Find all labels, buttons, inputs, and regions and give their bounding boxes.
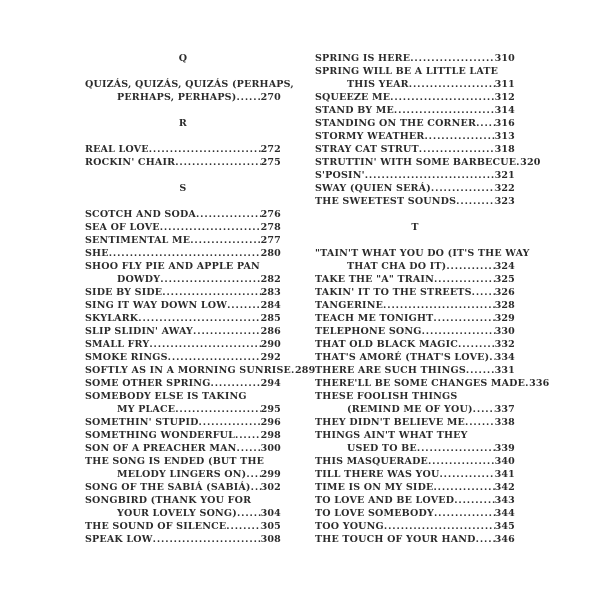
song-title: THE TOUCH OF YOUR HAND (315, 534, 476, 545)
page-number: 275 (260, 157, 281, 168)
dot-leader (433, 312, 494, 325)
index-entry-line (85, 143, 281, 156)
page-number: 300 (260, 443, 281, 454)
song-title: DOWDY (117, 274, 161, 285)
song-title: STRUTTIN' WITH SOME BARBECUE (315, 157, 517, 168)
song-title: SIDE BY SIDE (85, 287, 163, 298)
index-entry-line (315, 195, 515, 208)
dot-leader (390, 91, 494, 104)
section-letter-heading: T (411, 222, 419, 233)
section-letter-heading: S (179, 183, 187, 194)
dot-leader (424, 130, 494, 143)
page-number: 328 (494, 300, 515, 311)
song-title: TEACH ME TONIGHT (315, 313, 434, 324)
dot-leader (246, 468, 260, 481)
index-section (85, 182, 316, 546)
dot-leader (428, 455, 495, 468)
page-number: 298 (260, 430, 281, 441)
song-title: THESE FOOLISH THINGS (315, 391, 458, 402)
index-entry-line (85, 364, 316, 377)
index-entry-line (315, 442, 515, 455)
dot-leader (227, 299, 260, 312)
index-entry-line (85, 312, 281, 325)
dot-leader (434, 507, 495, 520)
page-number: 339 (494, 443, 515, 454)
index-entry-line (315, 273, 515, 286)
song-title: YOUR LOVELY SONG) (117, 508, 237, 519)
index-entry-line (85, 78, 294, 91)
index-entry-line (85, 221, 281, 234)
index-entry-line (315, 260, 515, 273)
page-number: 299 (260, 469, 281, 480)
dot-leader (211, 377, 261, 390)
page-number: 308 (260, 534, 281, 545)
dot-leader (251, 481, 261, 494)
dot-leader (472, 286, 495, 299)
song-title: S'POSIN' (315, 170, 365, 181)
index-entry-line (85, 351, 281, 364)
song-title: SLIP SLIDIN' AWAY (85, 326, 194, 337)
song-title: THIS YEAR (347, 79, 409, 90)
dot-leader (196, 208, 261, 221)
index-entry-line (315, 143, 515, 156)
page-number: 312 (494, 92, 515, 103)
section-letter-heading: Q (178, 53, 188, 64)
index-entry-line (315, 169, 515, 182)
song-title: TIME IS ON MY SIDE (315, 482, 434, 493)
index-entry-line (315, 65, 515, 78)
page-number: 330 (494, 326, 515, 337)
index-entry-line (315, 390, 515, 403)
page-number: 338 (494, 417, 515, 428)
index-entry-line (85, 91, 281, 104)
dot-leader (410, 52, 494, 65)
page-number: 336 (529, 378, 550, 389)
dot-leader (422, 325, 495, 338)
dot-leader (431, 182, 495, 195)
page-number: 313 (494, 131, 515, 142)
index-entry-line (85, 286, 281, 299)
song-title: SHE (85, 248, 109, 259)
page-number: 276 (260, 209, 281, 220)
dot-leader (458, 338, 495, 351)
song-title: QUIZÁS, QUIZÁS, QUIZÁS (PERHAPS, (85, 79, 294, 90)
dot-leader (236, 91, 260, 104)
index-entry-line (315, 91, 515, 104)
index-column-left (85, 52, 316, 546)
song-title: STRAY CAT STRUT (315, 144, 419, 155)
dot-leader (160, 221, 261, 234)
song-title: SONG OF THE SABIÁ (SABIÁ) (85, 482, 251, 493)
page-number: 292 (260, 352, 281, 363)
dot-leader (138, 312, 260, 325)
index-entry-line (85, 429, 281, 442)
index-entry-line (85, 481, 281, 494)
song-title: TO LOVE AND BE LOVED (315, 495, 455, 506)
dot-leader (456, 195, 494, 208)
page-number: 326 (494, 287, 515, 298)
index-entry-line (315, 325, 515, 338)
page-number: 346 (494, 534, 515, 545)
song-title: TAKE THE "A" TRAIN (315, 274, 434, 285)
song-title: SPRING IS HERE (315, 53, 411, 64)
page-number: 324 (494, 261, 515, 272)
index-entry-line (315, 520, 515, 533)
dot-leader (168, 351, 261, 364)
index-entry-line (315, 117, 515, 130)
dot-leader (193, 325, 261, 338)
song-title: SQUEEZE ME (315, 92, 391, 103)
index-entry-line (85, 247, 281, 260)
song-title: TELEPHONE SONG (315, 326, 422, 337)
index-entry-line (85, 338, 281, 351)
page-number: 296 (260, 417, 281, 428)
dot-leader (384, 520, 495, 533)
song-title: SOME OTHER SPRING (85, 378, 211, 389)
index-entry-line (315, 78, 515, 91)
song-title: TAKIN' IT TO THE STREETS (315, 287, 472, 298)
dot-leader (175, 403, 260, 416)
song-title: SKYLARK (85, 313, 139, 324)
page-number: 318 (494, 144, 515, 155)
song-title: STORMY WEATHER (315, 131, 425, 142)
section-letter-heading: R (178, 118, 188, 129)
dot-leader (434, 273, 495, 286)
page-number: 284 (260, 300, 281, 311)
index-entry-line (315, 52, 515, 65)
song-title: SMOKE RINGS (85, 352, 168, 363)
dot-leader (109, 247, 261, 260)
index-entry-line (85, 325, 281, 338)
index-entry-line (85, 403, 281, 416)
song-title: SPRING WILL BE A LITTLE LATE (315, 66, 499, 77)
index-entry-line (315, 364, 515, 377)
dot-leader (383, 299, 495, 312)
song-title: THEY DIDN'T BELIEVE ME (315, 417, 465, 428)
index-entry-line (315, 351, 515, 364)
page-number: 304 (260, 508, 281, 519)
index-entry-line (85, 234, 281, 247)
index-entry-line (315, 182, 515, 195)
index-entry-line (315, 455, 515, 468)
song-title: SMALL FRY (85, 339, 150, 350)
dot-leader (476, 117, 495, 130)
page-number: 302 (260, 482, 281, 493)
page-number: 285 (260, 313, 281, 324)
page-number: 316 (494, 118, 515, 129)
index-entry-line (315, 299, 515, 312)
page-number: 323 (494, 196, 515, 207)
index-entry-line (315, 377, 550, 390)
page-number: 342 (494, 482, 515, 493)
index-section (85, 117, 281, 169)
song-title: THAT'S AMORÉ (THAT'S LOVE) (315, 352, 490, 363)
song-title: "TAIN'T WHAT YOU DO (IT'S THE WAY (315, 248, 530, 259)
index-entry-line (315, 416, 515, 429)
dot-leader (417, 442, 495, 455)
index-entry-line (85, 299, 281, 312)
page-number: 278 (260, 222, 281, 233)
song-title: SENTIMENTAL ME (85, 235, 191, 246)
page-number: 272 (260, 144, 281, 155)
dot-leader (190, 234, 260, 247)
song-title: SOMETHING WONDERFUL (85, 430, 235, 441)
page-number: 332 (494, 339, 515, 350)
index-section (85, 52, 294, 104)
index-column-right (315, 52, 550, 546)
song-title: SOMETHIN' STUPID (85, 417, 199, 428)
song-title: REAL LOVE (85, 144, 149, 155)
index-entry-line (85, 533, 281, 546)
index-section (315, 221, 550, 546)
page-number: 344 (494, 508, 515, 519)
page-number: 310 (494, 53, 515, 64)
index-section (315, 52, 541, 208)
index-entry-line (315, 507, 515, 520)
page-number: 305 (260, 521, 281, 532)
song-title: TANGERINE (315, 300, 384, 311)
page-number: 329 (494, 313, 515, 324)
index-entry-line (315, 104, 515, 117)
index-entry-line (315, 286, 515, 299)
song-title: SOMEBODY ELSE IS TAKING (85, 391, 247, 402)
song-title: TO LOVE SOMEBODY (315, 508, 434, 519)
dot-leader (409, 78, 495, 91)
song-title: STAND BY ME (315, 105, 394, 116)
page-number: 341 (494, 469, 515, 480)
index-entry-line (85, 390, 281, 403)
index-entry-line (315, 533, 515, 546)
page-number: 337 (494, 404, 515, 415)
index-entry-line (315, 156, 541, 169)
index-entry-line (85, 455, 281, 468)
dot-leader (237, 442, 261, 455)
index-entry-line (85, 507, 281, 520)
dot-leader (446, 260, 494, 273)
page-number: 286 (260, 326, 281, 337)
song-title: SCOTCH AND SODA (85, 209, 196, 220)
index-entry-line (315, 403, 515, 416)
song-title: SONGBIRD (THANK YOU FOR (85, 495, 252, 506)
page-number: 294 (260, 378, 281, 389)
dot-leader (433, 481, 494, 494)
index-entry-line (315, 494, 515, 507)
page-number: 325 (494, 274, 515, 285)
dot-leader (394, 104, 495, 117)
page-number: 289 (294, 365, 316, 376)
song-title: THERE ARE SUCH THINGS (315, 365, 466, 376)
song-title: SHOO FLY PIE AND APPLE PAN (85, 261, 260, 272)
dot-leader (149, 338, 260, 351)
song-title: TILL THERE WAS YOU (315, 469, 440, 480)
page-number: 343 (494, 495, 515, 506)
song-title: MY PLACE (117, 404, 176, 415)
dot-leader (439, 468, 494, 481)
page-number: 295 (260, 404, 281, 415)
song-title: STANDING ON THE CORNER (315, 118, 477, 129)
song-title: THE SWEETEST SOUNDS (315, 196, 457, 207)
dot-leader (473, 403, 495, 416)
page-number: 340 (494, 456, 515, 467)
song-title: SPEAK LOW (85, 534, 153, 545)
index-entry-line (315, 429, 515, 442)
index-entry-line (315, 338, 515, 351)
song-title: ROCKIN' CHAIR (85, 157, 176, 168)
page-number: 282 (260, 274, 281, 285)
song-title: (REMIND ME OF YOU) (347, 404, 473, 415)
index-entry-line (85, 377, 281, 390)
index-entry-line (85, 416, 281, 429)
dot-leader (419, 143, 495, 156)
song-title: SEA OF LOVE (85, 222, 160, 233)
dot-leader (226, 520, 260, 533)
song-title: THINGS AIN'T WHAT THEY (315, 430, 468, 441)
index-entry-line (85, 494, 281, 507)
dot-leader (365, 169, 495, 182)
page-number: 334 (494, 352, 515, 363)
index-entry-line (85, 442, 281, 455)
song-title: SON OF A PREACHER MAN (85, 443, 237, 454)
dot-leader (454, 494, 494, 507)
song-title: SOFTLY AS IN A MORNING SUNRISE (85, 365, 291, 376)
dot-leader (235, 429, 261, 442)
song-title: SING IT WAY DOWN LOW (85, 300, 228, 311)
page-number: 320 (520, 157, 541, 168)
index-entry-line (315, 130, 515, 143)
song-title: USED TO BE (347, 443, 417, 454)
page-number: 331 (494, 365, 515, 376)
index-entry-line (85, 273, 281, 286)
song-title: THE SOUND OF SILENCE (85, 521, 227, 532)
page-number: 345 (494, 521, 515, 532)
song-title: PERHAPS, PERHAPS) (117, 92, 237, 103)
index-entry-line (315, 468, 515, 481)
song-title: TOO YOUNG (315, 521, 384, 532)
dot-leader (160, 273, 260, 286)
dot-leader (476, 533, 495, 546)
index-entry-line (85, 208, 281, 221)
index-entry-line (85, 520, 281, 533)
dot-leader (162, 286, 260, 299)
song-title: MELODY LINGERS ON) (117, 469, 247, 480)
page-number: 283 (260, 287, 281, 298)
song-title: THERE'LL BE SOME CHANGES MADE (315, 378, 526, 389)
page-number: 322 (494, 183, 515, 194)
index-entry-line (85, 260, 281, 273)
page-number: 277 (260, 235, 281, 246)
index-entry-line (85, 468, 281, 481)
song-title: THIS MASQUERADE (315, 456, 428, 467)
dot-leader (149, 143, 261, 156)
page-number: 311 (494, 79, 515, 90)
dot-leader (153, 533, 261, 546)
dot-leader (237, 507, 261, 520)
dot-leader (175, 156, 260, 169)
song-title: THE SONG IS ENDED (BUT THE (85, 456, 265, 467)
dot-leader (199, 416, 261, 429)
index-entry-line (315, 312, 515, 325)
song-title: THAT CHA DO IT) (347, 261, 447, 272)
song-title: THAT OLD BLACK MAGIC (315, 339, 458, 350)
page-number: 290 (260, 339, 281, 350)
index-entry-line (85, 156, 281, 169)
page-number: 280 (260, 248, 281, 259)
page-number: 314 (494, 105, 515, 116)
page-number: 270 (260, 92, 281, 103)
song-title: SWAY (QUIEN SERÁ) (315, 183, 431, 194)
page-number: 321 (494, 170, 515, 181)
index-entry-line (315, 481, 515, 494)
dot-leader (466, 364, 495, 377)
dot-leader (465, 416, 495, 429)
index-entry-line (315, 247, 530, 260)
